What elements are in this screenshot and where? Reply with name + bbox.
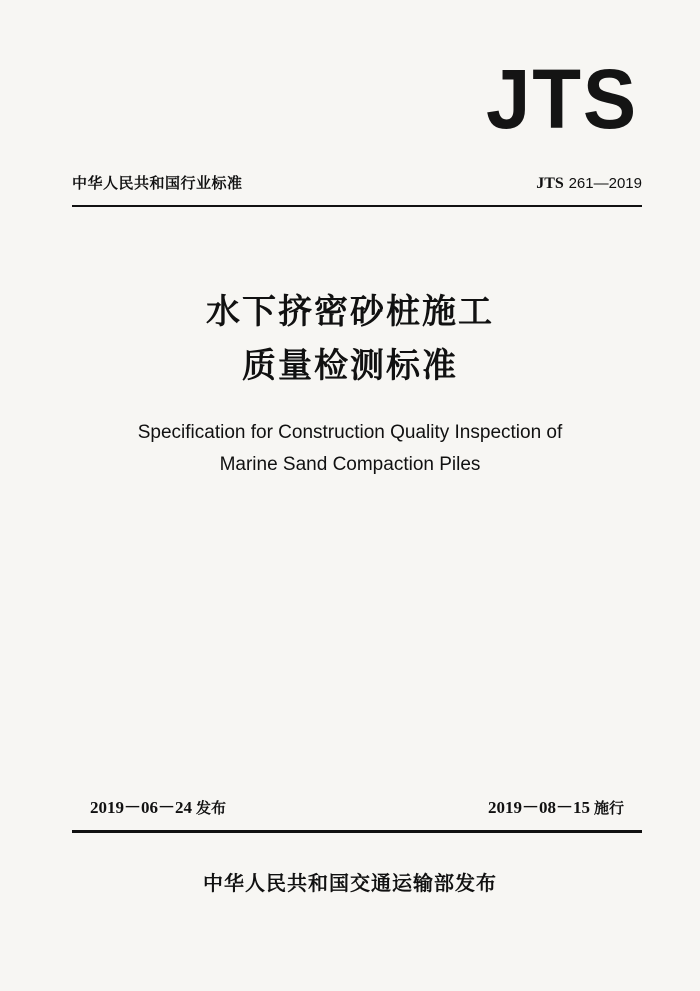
title-zh-line1: 水下挤密砂桩施工 [206,292,494,332]
issuing-authority: 中华人民共和国交通运输部发布 [203,871,497,895]
publish-date [90,795,226,821]
effective-date-value: 2019－08－15 [487,798,590,817]
title-en-line2: Marine Sand Compaction Piles [219,454,481,475]
effective-date [488,795,624,821]
header-row [72,170,642,196]
footer-divider [72,830,642,833]
standard-code-prefix: JTS [536,175,564,192]
header-divider [72,205,642,207]
jts-logo: JTS [486,52,639,146]
title-en-line1: Specification for Construction Quality Inspection of [137,422,563,443]
effective-label: 施行 [593,799,624,817]
publish-label: 发布 [196,799,227,817]
standard-code [536,170,642,197]
publish-date-value: 2019－06－24 [90,798,192,817]
standard-code-number: 261—2019 [568,175,642,192]
title-zh-line2: 质量检测标准 [242,346,458,386]
standard-category: 中华人民共和国行业标准 [72,174,243,192]
date-row [72,795,642,821]
